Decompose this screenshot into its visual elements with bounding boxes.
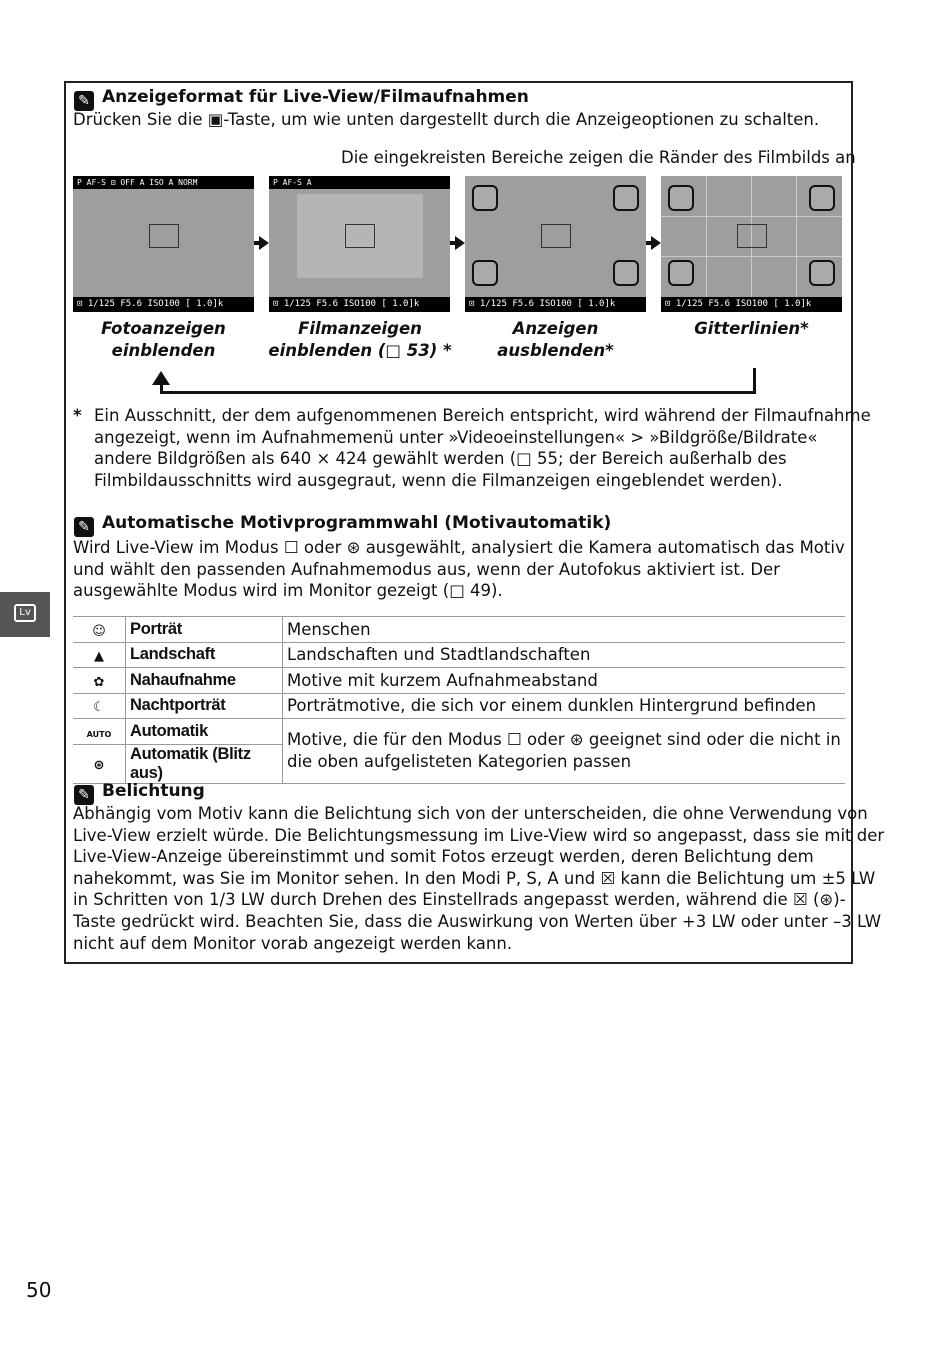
grid-line — [661, 256, 842, 257]
mode-glyph: ☺ — [92, 623, 106, 639]
mode-glyph: ✿ — [93, 674, 105, 690]
screen-bottom-bar: ⊡ 1/125 F5.6 ISO100 [ 1.0]k — [661, 297, 842, 312]
label-grid — [661, 318, 842, 340]
footnote-text — [94, 405, 871, 491]
screen-hide-info — [465, 176, 646, 312]
focus-frame — [345, 224, 375, 248]
frame-corner-marker — [472, 185, 498, 211]
mode-name: Automatik — [126, 719, 283, 745]
mode-desc: Menschen — [283, 617, 846, 643]
mode-desc: Porträtmotive, die sich vor einem dunklen Hintergrund befinden — [283, 693, 846, 719]
text-line: Ein Ausschnitt, der dem aufgenommenen Bereich entspricht, wird während der Filmaufnahme — [94, 406, 871, 425]
text-line: Taste gedrückt wird. Beachten Sie, dass die Auswirkung von Werten über +3 LW oder unter –3 LW — [73, 911, 882, 931]
label-line: Gitterlinien* — [694, 319, 809, 338]
frame-corner-marker — [613, 260, 639, 286]
text-line: in Schritten von 1/3 LW durch Drehen des Einstellrads angepasst werden, während die ☒ (⊛)- — [73, 890, 846, 910]
portrait-icon — [73, 617, 126, 643]
text-line: andere Bildgrößen als 640 × 424 gewählt werden (□ 55; der Bereich außerhalb des — [94, 449, 787, 469]
pencil-icon: ✎ — [74, 91, 94, 111]
pencil-icon: ✎ — [74, 517, 94, 537]
frame-corner-marker — [668, 185, 694, 211]
table-row — [73, 668, 845, 694]
table-row — [73, 642, 845, 668]
label-hide-info — [465, 318, 646, 362]
label-line: ausblenden* — [497, 341, 614, 360]
mode-name: Landschaft — [126, 642, 283, 668]
grid-line — [661, 216, 842, 217]
text-line: Abhängig vom Motiv kann die Belichtung sich von der unterscheiden, die ohne Verwendung von — [73, 804, 868, 823]
frame-corner-marker — [668, 260, 694, 286]
frame-corner-marker — [809, 185, 835, 211]
table-row — [73, 617, 845, 643]
mode-desc: Landschaften und Stadtlandschaften — [283, 642, 846, 668]
label-line: Filmanzeigen — [298, 319, 422, 338]
pencil-icon: ✎ — [74, 785, 94, 805]
section2-text — [73, 537, 845, 602]
focus-frame — [737, 224, 767, 248]
mode-name: Automatik (Blitz aus) — [126, 744, 283, 783]
frame-corner-marker — [809, 260, 835, 286]
arrow-up-icon — [152, 371, 170, 385]
section1-heading: ✎ Anzeigeformat für Live-View/Filmaufnahmen — [74, 87, 529, 111]
label-line: Anzeigen — [512, 319, 599, 338]
mode-glyph: ▲ — [94, 649, 104, 665]
label-movie-info — [262, 318, 458, 362]
table-row — [73, 693, 845, 719]
screens-caption: Die eingekreisten Bereiche zeigen die Ränder des Filmbilds an — [341, 148, 856, 167]
screen-top-bar: P AF-S ⊡ OFF A ISO A NORM — [73, 176, 254, 189]
grid-line — [796, 176, 797, 297]
scene-mode-table — [73, 616, 845, 784]
label-line: Fotoanzeigen — [101, 319, 226, 338]
arrow-right-icon — [259, 236, 269, 250]
footnote-mark: * — [73, 406, 82, 425]
label-line: einblenden — [111, 341, 216, 360]
mode-glyph: ☾ — [93, 700, 105, 716]
text-line: und wählt den passenden Aufnahmemodus aus, wenn der Autofokus aktiviert ist. Der — [73, 559, 780, 579]
landscape-icon — [73, 642, 126, 668]
section1-intro: Drücken Sie die ▣-Taste, um wie unten dargestellt durch die Anzeigeoptionen zu schalten. — [73, 110, 820, 129]
text-line: nahekommt, was Sie im Monitor sehen. In den Modi P, S, A und ☒ kann die Belichtung um ±5 LW — [73, 868, 876, 888]
mode-desc — [283, 719, 846, 784]
text-line: ausgewählte Modus wird im Monitor gezeigt (□ 49). — [73, 581, 503, 601]
section3-heading: ✎ Belichtung — [74, 781, 205, 805]
screen-bottom-bar: ⊡ 1/125 F5.6 ISO100 [ 1.0]k — [269, 297, 450, 312]
screen-top-bar: P AF-S A — [269, 176, 450, 189]
screen-photo-info — [73, 176, 254, 312]
night-portrait-icon — [73, 693, 126, 719]
screen-bottom-bar: ⊡ 1/125 F5.6 ISO100 [ 1.0]k — [73, 297, 254, 312]
lv-icon: Lv — [14, 604, 36, 622]
frame-corner-marker — [613, 185, 639, 211]
section3-text — [73, 803, 884, 954]
auto-flash-off-icon — [73, 744, 126, 783]
mode-name: Nachtporträt — [126, 693, 283, 719]
frame-corner-marker — [472, 260, 498, 286]
text-line: Live-View erzielt würde. Die Belichtungsmessung im Live-View wird so angepasst, dass sie mit der — [73, 825, 885, 845]
loop-arrow-line — [160, 391, 756, 394]
arrow-right-icon — [455, 236, 465, 250]
mode-desc: Motive mit kurzem Aufnahmeabstand — [283, 668, 846, 694]
text-line: Wird Live-View im Modus ☐ oder ⊛ ausgewählt, analysiert die Kamera automatisch das Motiv — [73, 538, 845, 557]
section2-heading: ✎ Automatische Motivprogrammwahl (Motivautomatik) — [74, 513, 611, 537]
text-line: die oben aufgelisteten Kategorien passen — [287, 751, 632, 771]
grid-line — [706, 176, 707, 297]
mode-name: Porträt — [126, 617, 283, 643]
label-line: einblenden (□ 53) * — [268, 341, 452, 360]
label-photo-info — [73, 318, 254, 362]
page-number: 50 — [26, 1278, 52, 1302]
screen-movie-info — [269, 176, 450, 312]
text-line: Filmbildausschnitts wird ausgegraut, wenn die Filmanzeigen eingeblendet werden). — [94, 470, 783, 490]
text-line: nicht auf dem Monitor vorab angezeigt werden kann. — [73, 933, 513, 953]
focus-frame — [541, 224, 571, 248]
mode-glyph: ⊛ — [93, 758, 105, 773]
side-tab-live-view — [0, 592, 50, 637]
text-line: Motive, die für den Modus ☐ oder ⊛ geeignet sind oder die nicht in — [287, 729, 841, 749]
screen-bottom-bar: ⊡ 1/125 F5.6 ISO100 [ 1.0]k — [465, 297, 646, 312]
focus-frame — [149, 224, 179, 248]
text-line: angezeigt, wenn im Aufnahmemenü unter »Videoeinstellungen« > »Bildgröße/Bildrate« — [94, 427, 818, 447]
mode-glyph: AUTO — [86, 729, 112, 739]
close-up-icon — [73, 668, 126, 694]
table-row — [73, 719, 845, 745]
arrow-right-icon — [651, 236, 661, 250]
mode-name: Nahaufnahme — [126, 668, 283, 694]
screen-grid-lines — [661, 176, 842, 312]
auto-icon — [73, 719, 126, 745]
text-line: Live-View-Anzeige übereinstimmt und somit Fotos erzeugt werden, deren Belichtung dem — [73, 847, 814, 867]
